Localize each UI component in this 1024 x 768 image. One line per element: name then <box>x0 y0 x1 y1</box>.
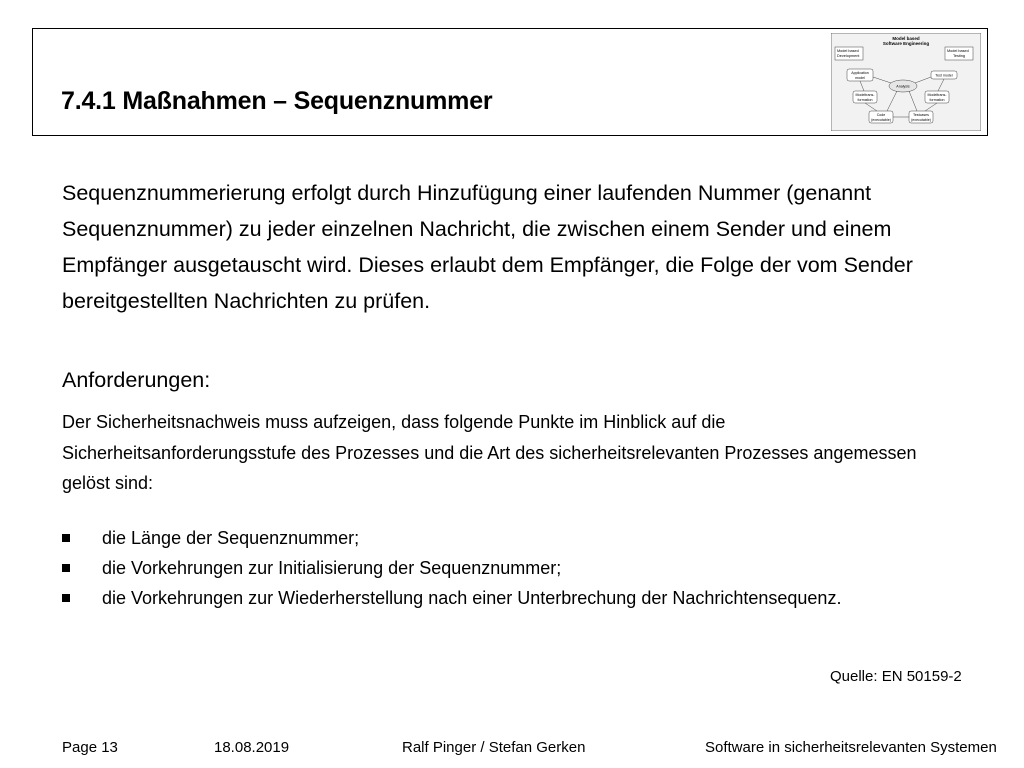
node-analysis-label: Analysis <box>896 84 910 89</box>
slide-title: 7.4.1 Maßnahmen – Sequenznummer <box>61 87 493 115</box>
list-item <box>62 583 962 613</box>
box-code-label-2: (executable) <box>871 118 891 122</box>
list-item-text: die Vorkehrungen zur Wiederherstellung nach einer Unterbrechung der Nachrichtensequenz. <box>102 587 842 608</box>
mbse-diagram <box>831 33 981 131</box>
box-mt-left-label-1: Modeltrans- <box>855 93 875 97</box>
requirements-list <box>62 523 962 613</box>
list-item-text: die Länge der Sequenznummer; <box>102 527 360 548</box>
box-mbt-label-2: Testing <box>953 54 966 58</box>
box-mbd-label-2: Development <box>837 54 860 58</box>
bullet-square-icon <box>62 594 70 602</box>
footer-page-number: Page 13 <box>62 739 118 756</box>
box-mbt-label-1: Model based <box>947 49 969 53</box>
source-citation: Quelle: EN 50159-2 <box>830 668 962 685</box>
diagram-title-1: Model based <box>892 36 920 41</box>
footer-course-title: Software in sicherheitsrelevanten Systemen <box>705 739 997 756</box>
footer-date: 18.08.2019 <box>214 739 290 756</box>
footer-authors: Ralf Pinger / Stefan Gerken <box>402 739 586 756</box>
requirements-heading: Anforderungen: <box>62 368 211 392</box>
list-item-text: die Vorkehrungen zur Initialisierung der Sequenznummer; <box>102 557 562 578</box>
diagram-title-2: Software Engineering <box>882 41 930 46</box>
box-mt-left-label-2: formation <box>857 98 873 102</box>
box-app-label-1: Application <box>851 71 869 75</box>
box-tc-label-1: Testcases <box>913 113 929 117</box>
box-mt-right-label-2: formation <box>929 98 945 102</box>
box-app-label-2: model <box>855 76 865 80</box>
box-mt-right-label-1: Modeltrans- <box>927 93 947 97</box>
box-mbd-label-1: Model based <box>837 49 859 53</box>
header-box <box>32 28 988 136</box>
list-item <box>62 553 962 583</box>
list-item <box>62 523 962 553</box>
slide-content <box>62 175 962 613</box>
box-code-label-1: Code <box>876 113 886 117</box>
intro-paragraph: Sequenznummerierung erfolgt durch Hinzufügung einer laufenden Nummer (genannt Sequenznummer) zu jeder einzelnen Nachricht, die zwischen einem Sender und einem Empfänger ausgetauscht wird. Dieses erlaubt dem Empfänger, die Folge der vom Sender bereitgestellten Nachrichten zu prüfen. <box>62 181 913 313</box>
box-test-model-label: Test model <box>935 73 953 78</box>
bullet-square-icon <box>62 534 70 542</box>
requirements-text: Der Sicherheitsnachweis muss aufzeigen, dass folgende Punkte im Hinblick auf die Sicherheitsanforderungsstufe des Prozesses und die Art des sicherheitsrelevanten Prozesses angemessen gelöst sind: <box>62 412 917 493</box>
box-tc-label-2: (executable) <box>911 118 931 122</box>
bullet-square-icon <box>62 564 70 572</box>
